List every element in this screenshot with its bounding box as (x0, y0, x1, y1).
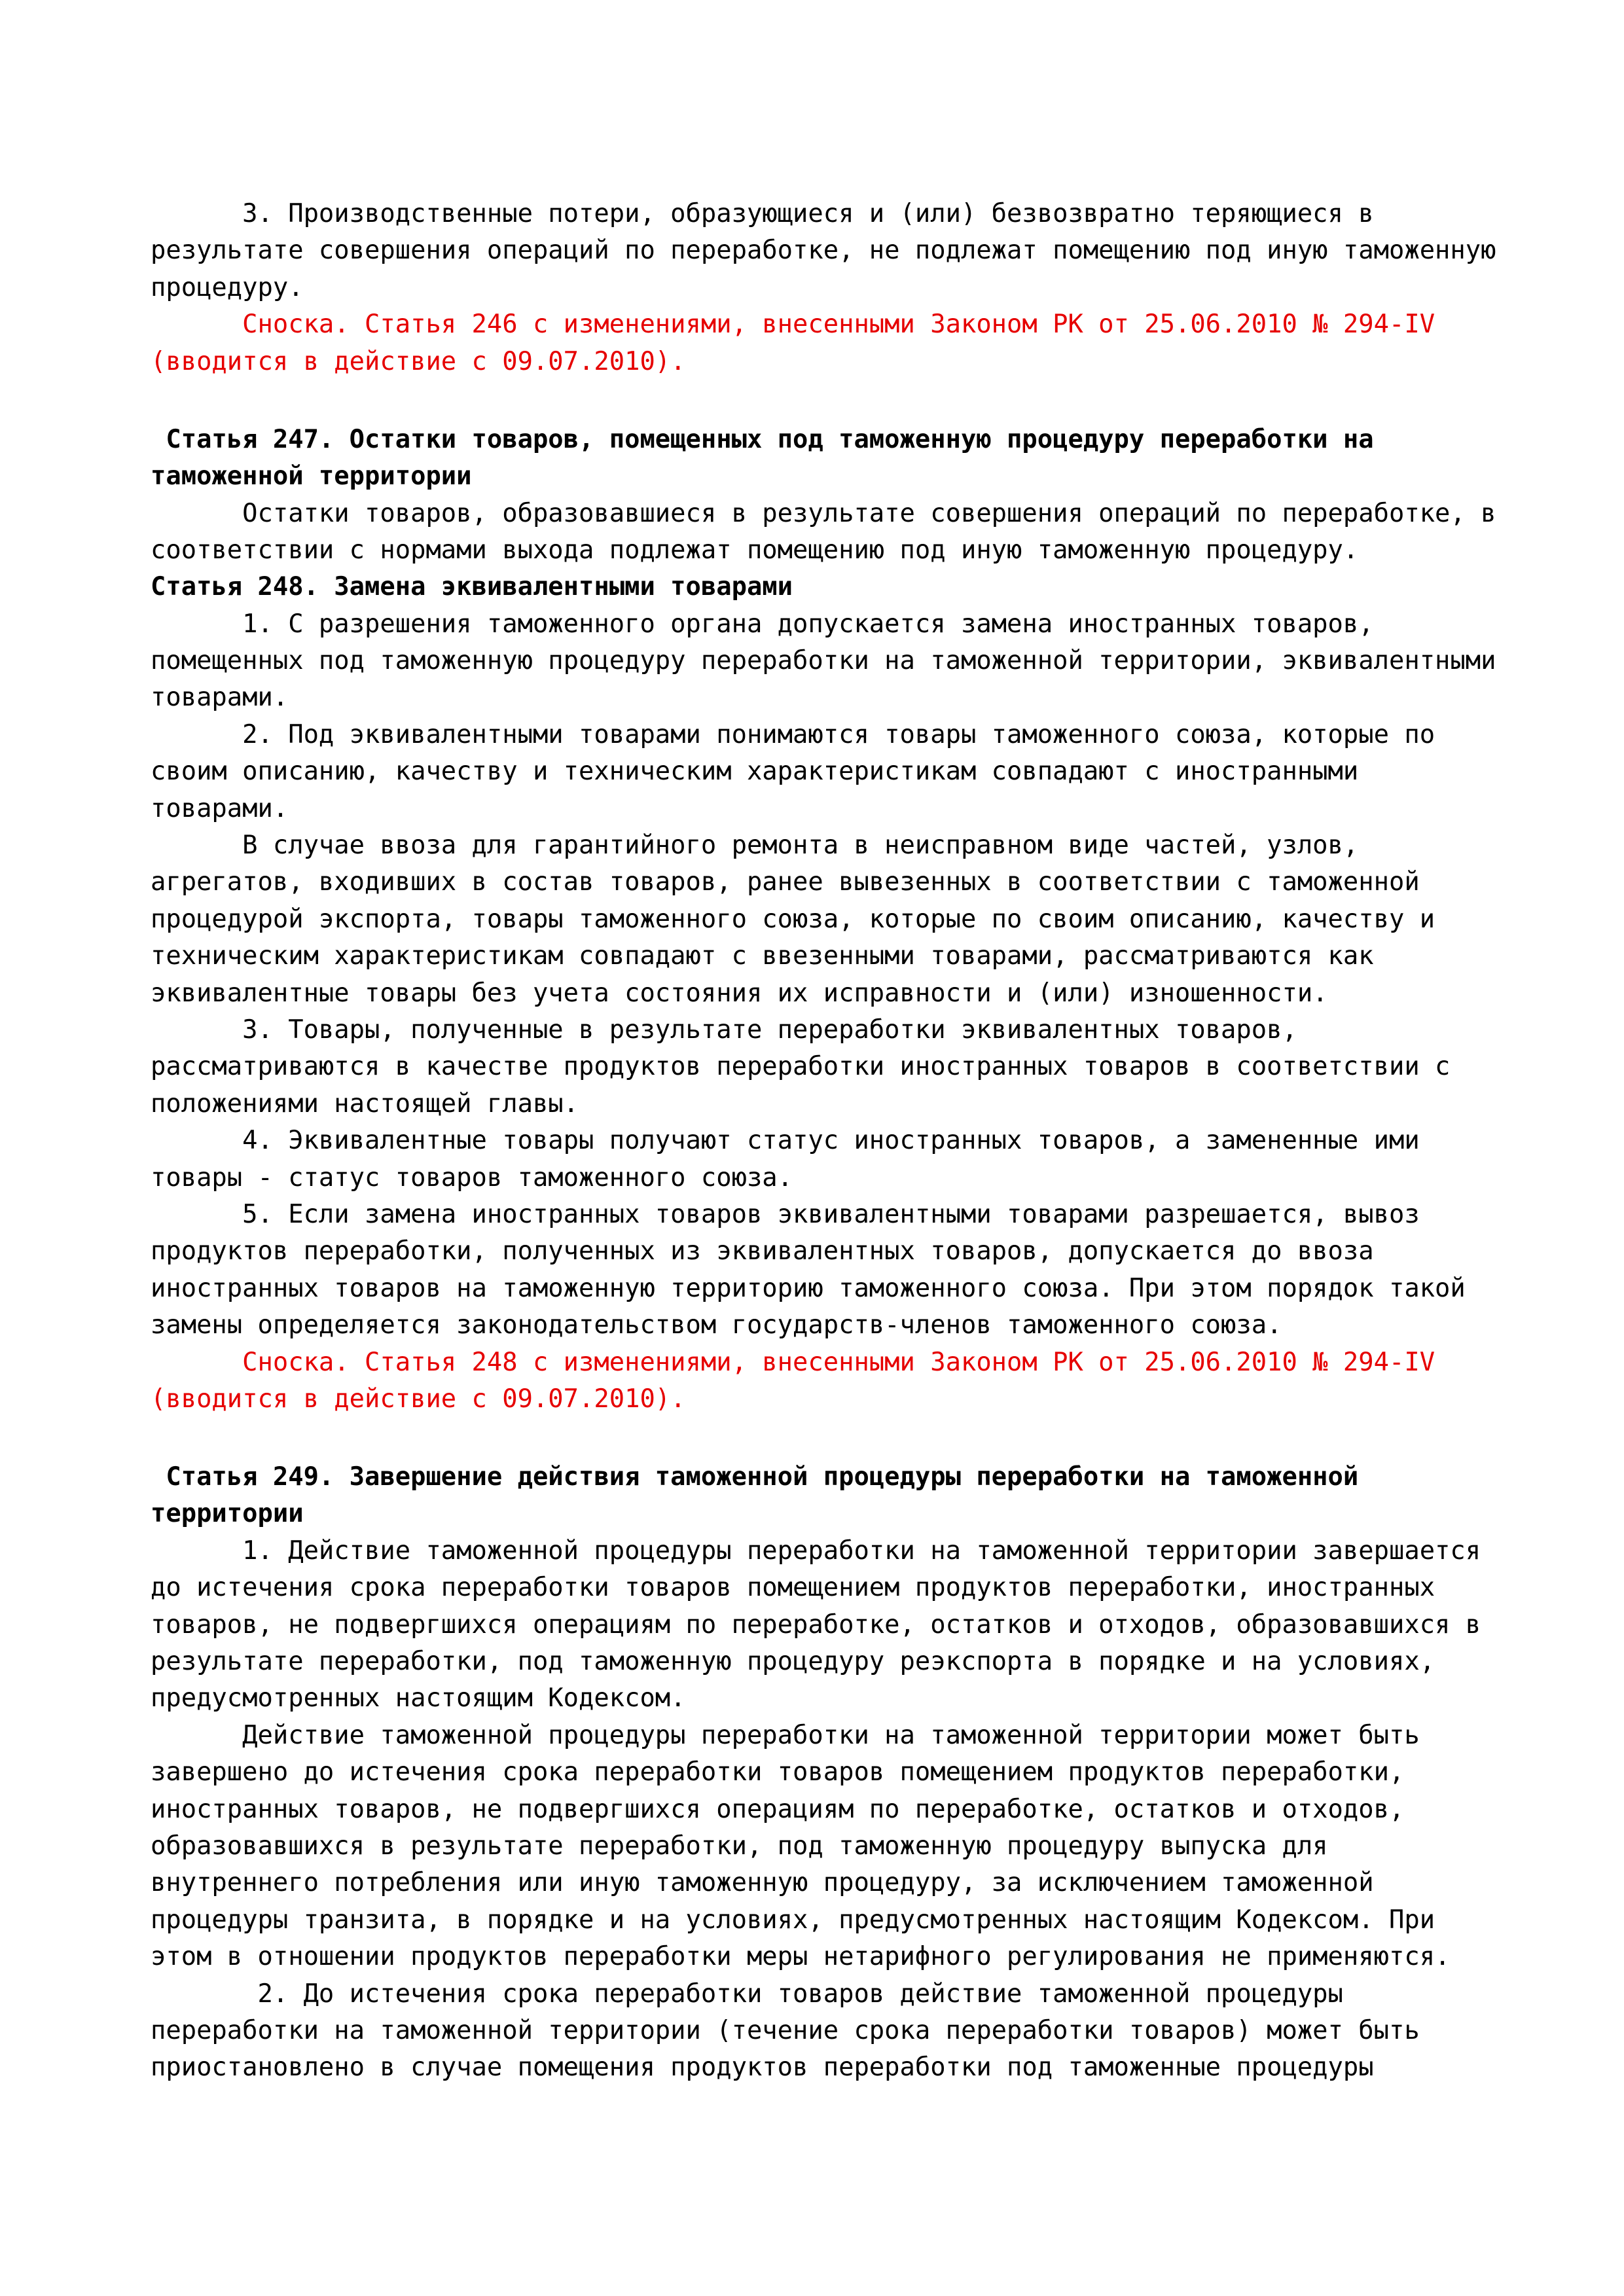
article-heading (151, 1459, 1525, 1533)
paragraph (151, 1012, 1525, 1122)
paragraph-line: продуктов переработки, полученных из эквивалентных товаров, допускается до ввоза (151, 1236, 1374, 1266)
paragraph-line: 4. Эквивалентные товары получают статус иностранных товаров, а замененные ими (151, 1126, 1420, 1156)
paragraph-line: Остатки товаров, образовавшиеся в результате совершения операций по переработке, в (151, 498, 1496, 528)
paragraph (151, 1976, 1525, 2087)
article-heading-line: Статья 248. Замена эквивалентными товарами (151, 572, 793, 602)
paragraph-line: этом в отношении продуктов переработки меры нетарифного регулирования не применяются. (151, 1942, 1451, 1972)
paragraph-line: помещенных под таможенную процедуру переработки на таможенной территории, эквивалентными (151, 646, 1496, 676)
article-heading-line: территории (151, 1499, 304, 1529)
paragraph-line: 3. Производственные потери, образующиеся и (или) безвозвратно теряющиеся в (151, 199, 1374, 228)
paragraph-line: товарами. (151, 683, 289, 713)
paragraph-line: процедурой экспорта, товары таможенного союза, которые по своим описанию, качеству и (151, 904, 1435, 934)
footnote-amendment-line: Сноска. Статья 248 с изменениями, внесенными Законом РК от 25.06.2010 № 294-IV (151, 1347, 1435, 1377)
blank-line-spacer (151, 1418, 1525, 1459)
footnote-amendment (151, 306, 1525, 380)
article-heading-line: Статья 249. Завершение действия таможенной процедуры переработки на таможенной (151, 1462, 1359, 1492)
footnote-amendment (151, 1344, 1525, 1418)
paragraph-line: 1. С разрешения таможенного органа допускается замена иностранных товаров, (151, 609, 1374, 639)
paragraph-line: 1. Действие таможенной процедуры переработки на таможенной территории завершается (151, 1535, 1481, 1566)
paragraph-line: 2. До истечения срока переработки товаров действие таможенной процедуры (151, 1979, 1343, 2009)
blank-line-spacer (151, 380, 1525, 422)
paragraph (151, 196, 1525, 306)
paragraph (151, 606, 1525, 717)
paragraph-line: внутреннего потребления или иную таможенную процедуру, за исключением таможенной (151, 1868, 1374, 1898)
paragraph-line: товарами. (151, 793, 289, 823)
paragraph-line: эквивалентные товары без учета состояния их исправности и (или) изношенности. (151, 978, 1328, 1008)
paragraph-line: товаров, не подвергшихся операциям по переработке, остатков и отходов, образовавшихся в (151, 1609, 1481, 1640)
article-heading-line: Статья 247. Остатки товаров, помещенных под таможенную процедуру переработки на (151, 424, 1374, 454)
paragraph-line: иностранных товаров на таможенную территорию таможенного союза. При этом порядок такой (151, 1273, 1466, 1303)
paragraph (151, 1717, 1525, 1976)
paragraph-line: до истечения срока переработки товаров помещением продуктов переработки, иностранных (151, 1573, 1435, 1603)
paragraph-line: товары - статус товаров таможенного союза. (151, 1162, 793, 1193)
paragraph-line: 3. Товары, полученные в результате переработки эквивалентных товаров, (151, 1015, 1297, 1045)
paragraph-line: замены определяется законодательством государств-членов таможенного союза. (151, 1310, 1282, 1340)
paragraph-line: результате переработки, под таможенную процедуру реэкспорта в порядке и на условиях, (151, 1647, 1435, 1677)
paragraph-line: предусмотренных настоящим Кодексом. (151, 1683, 686, 1713)
paragraph-line: результате совершения операций по переработке, не подлежат помещению под иную таможенную (151, 236, 1496, 266)
paragraph (151, 717, 1525, 827)
footnote-amendment-line: (вводится в действие с 09.07.2010). (151, 1384, 686, 1414)
paragraph-line: техническим характеристикам совпадают с ввезенными товарами, рассматриваются как (151, 941, 1374, 971)
paragraph-line: Действие таможенной процедуры переработки на таможенной территории может быть (151, 1720, 1420, 1750)
paragraph-line: 2. Под эквивалентными товарами понимаются товары таможенного союза, которые по (151, 719, 1435, 749)
paragraph-line: 5. Если замена иностранных товаров эквивалентными товарами разрешается, вывоз (151, 1199, 1420, 1229)
paragraph (151, 1196, 1525, 1344)
paragraph-line: процедуры транзита, в порядке и на условиях, предусмотренных настоящим Кодексом. При (151, 1905, 1435, 1935)
paragraph-line: иностранных товаров, не подвергшихся операциям по переработке, остатков и отходов, (151, 1794, 1405, 1824)
paragraph (151, 1533, 1525, 1717)
article-heading (151, 569, 1525, 605)
paragraph (151, 1122, 1525, 1196)
paragraph-line: рассматриваются в качестве продуктов переработки иностранных товаров в соответствии с (151, 1052, 1451, 1082)
paragraph (151, 495, 1525, 569)
paragraph-line: приостановлено в случае помещения продуктов переработки под таможенные процедуры (151, 2053, 1374, 2083)
article-heading (151, 422, 1525, 495)
footnote-amendment-line: (вводится в действие с 09.07.2010). (151, 346, 686, 376)
article-heading-line: таможенной территории (151, 461, 472, 492)
paragraph-line: положениями настоящей главы. (151, 1088, 579, 1119)
footnote-amendment-line: Сноска. Статья 246 с изменениями, внесенными Законом РК от 25.06.2010 № 294-IV (151, 310, 1435, 340)
paragraph-line: образовавшихся в результате переработки, под таможенную процедуру выпуска для (151, 1831, 1328, 1861)
paragraph-line: агрегатов, входивших в состав товаров, ранее вывезенных в соответствии с таможенной (151, 867, 1420, 897)
paragraph-line: процедуру. (151, 272, 304, 302)
paragraph-line: переработки на таможенной территории (течение срока переработки товаров) может быть (151, 2015, 1420, 2045)
paragraph-line: завершено до истечения срока переработки товаров помещением продуктов переработки, (151, 1757, 1405, 1787)
document-page (151, 196, 1525, 2087)
paragraph (151, 827, 1525, 1012)
paragraph-line: соответствии с нормами выхода подлежат помещению под иную таможенную процедуру. (151, 535, 1359, 565)
paragraph-line: своим описанию, качеству и техническим характеристикам совпадают с иностранными (151, 757, 1359, 787)
paragraph-line: В случае ввоза для гарантийного ремонта в неисправном виде частей, узлов, (151, 831, 1359, 861)
